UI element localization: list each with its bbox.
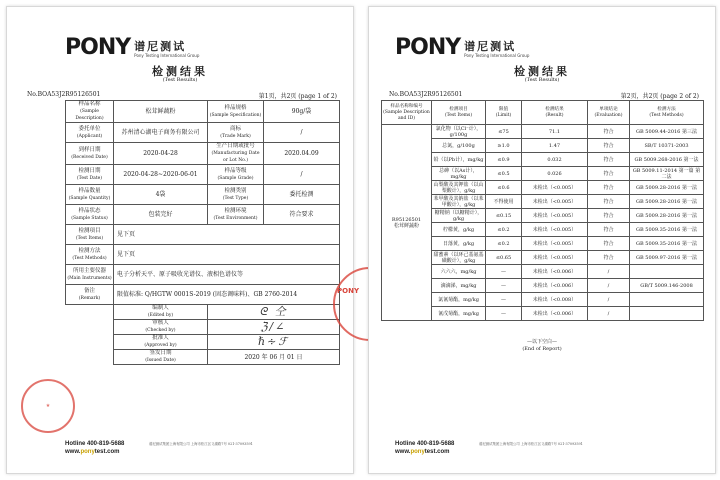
sample-name: 松茸鲜蔬粉 — [393, 222, 419, 229]
signature-checker: ℨ∕∠ — [260, 319, 287, 333]
inspection-seal: ★ — [21, 379, 75, 433]
signature-approver: ℏ∻ℱ — [258, 334, 289, 348]
logo-word: PONY — [395, 35, 461, 60]
result-row: 糖精钠（以糖精计），g/kg ≤0.15 未检出（<0.005） 符合 GB 5009.28-2016 第一法 — [382, 209, 704, 223]
logo-en: Pony Testing International Group — [464, 53, 530, 58]
page-title-en: (Test Results) — [524, 77, 560, 83]
sample-id: R95126501 — [391, 216, 422, 223]
sample-info-table — [65, 100, 340, 365]
result-row: 甜蜜素（以环己基氨基磺酸计），g/kg ≤0.65 未检出（<0.005） 符合 GB 5009.97-2016 第一法 — [382, 251, 704, 265]
signature-editor: ᘓ 仝 — [259, 304, 288, 318]
results-header-row: 样品名称和编号 (Sample Description and ID) 检测项目 (Test Items) 限值 (Limit) 检测结果 (Result) 单项结论 (Evaluation) 检测方法 (Test Methods) — [382, 101, 704, 125]
result-row: 苯甲酸及其钠盐（以苯甲酸计），g/kg 不得使用 未检出（<0.005） 符合 GB 5009.28-2016 第一法 — [382, 195, 704, 209]
report-number: No.BOA53J2R95126501 — [389, 91, 463, 98]
report-page-1 — [6, 6, 360, 474]
approved-by-row: 批准人 (Approved by) ℏ∻ℱ — [66, 335, 340, 350]
hotline: Hotline 400-819-5688 — [395, 441, 455, 447]
result-row: 柠檬黄，g/kg ≤0.2 未检出（<0.005） 符合 GB 5009.35-2016 第一法 — [382, 223, 704, 237]
sample-info-row: 委托单位 (Applicant) 苏州清心湖电子商务有限公司 商标 (Trade Mark) / — [66, 123, 340, 143]
end-of-report: —以下空白— (End of Report) — [522, 339, 562, 352]
report-number: No.BOA53J2R95126501 — [27, 91, 101, 98]
page-number: 第2页，共2页 (page 2 of 2) — [620, 93, 699, 100]
result-row: 氰戊菊酯，mg/kg — 未检出（<0.006） / — [382, 307, 704, 321]
page-title: 检测结果 — [514, 65, 570, 78]
website-link[interactable]: www.ponytest.com — [395, 449, 450, 455]
result-row: 铅（以Pb计），mg/kg ≤0.9 0.032 符合 GB 5009.268-2016 第一法 — [382, 153, 704, 167]
sample-info-row: 到样日期 (Received Date) 2020-04-28 生产日期或批号 (Manufacturing Date or Lot No.) 2020.04.09 — [66, 143, 340, 165]
sample-info-row: 样品名称 (Sample Description) 松茸鲜蔬粉 样品规格 (Sample Specification) 90g/袋 — [66, 101, 340, 123]
logo-cn: 谱尼测试 — [464, 40, 517, 53]
logo-en: Pony Testing International Group — [134, 53, 200, 58]
result-row: 总砷（以As计），mg/kg ≤0.5 0.026 符合 GB 5009.11-2014 第一篇 第二法 — [382, 167, 704, 181]
page-number: 第1页，共2页 (page 1 of 2) — [258, 93, 337, 100]
instruments-row: 所用主要仪器 (Main Instruments) 电子分析天平、原子吸收光谱仪、液相色谱仪等 — [66, 265, 340, 285]
logo-cn: 谱尼测试 — [134, 40, 187, 53]
pony-logo — [395, 33, 529, 59]
checked-by-row: 审核人 (Checked by) ℨ∕∠ — [66, 320, 340, 335]
remark-row: 备注 (Remark) 限值标准: Q/HGTW 0001S-2019 (固态调味料)、GB 2760-2014 — [66, 285, 340, 305]
result-row: 总氮，g/100g ≥1.0 1.47 符合 SB/T 10371-2003 — [382, 139, 704, 153]
page-title: 检测结果 — [152, 65, 208, 78]
page-title-en: (Test Results) — [162, 77, 198, 83]
test-items-row: 检测项目 (Test Items) 见下页 — [66, 225, 340, 245]
sample-info-row: 样品数量 (Sample Quantity) 4袋 检测类别 (Test Type) 委托检测 — [66, 185, 340, 205]
hotline: Hotline 400-819-5688 — [65, 441, 125, 447]
logo-word: PONY — [65, 35, 131, 60]
footer-address: 谱尼测试集团上海有限公司 上海市松江区义湖路7号 021-37093591 — [479, 442, 583, 446]
result-row: 氯氰菊酯，mg/kg — 未检出（<0.008） / — [382, 293, 704, 307]
sample-info-row: 检测日期 (Test Date) 2020-04-28~2020-06-01 样品等级 (Sample Grade) / — [66, 165, 340, 185]
result-row: 滴滴涕，mg/kg — 未检出（<0.006） / GB/T 5009.146-2008 — [382, 279, 704, 293]
pony-logo — [65, 33, 199, 59]
sample-info-row: 样品状态 (Sample Status) 包装完好 检测环境 (Test Environment) 符合要求 — [66, 205, 340, 225]
edge-seal: PONY — [333, 257, 363, 347]
website-link[interactable]: www.ponytest.com — [65, 449, 120, 455]
result-row: R95126501 松茸鲜蔬粉 氯化物（以Cl⁻计），g/100g ≤75 71.1 符合 GB 5009.44-2016 第三法 — [382, 125, 704, 139]
result-row: 六六六，mg/kg — 未检出（<0.006） / — [382, 265, 704, 279]
issued-date-row: 签发日期 (Issued Date) 2020 年 06 月 01 日 — [66, 350, 340, 365]
result-row: 山梨酸及其钾盐（以山梨酸计），g/kg ≤0.6 未检出（<0.005） 符合 GB 5009.28-2016 第一法 — [382, 181, 704, 195]
test-results-table — [381, 100, 704, 321]
footer-address: 谱尼测试集团上海有限公司 上海市松江区义湖路7号 021-37093591 — [149, 442, 253, 446]
result-row: 日落黄，g/kg ≤0.2 未检出（<0.005） 符合 GB 5009.35-2016 第一法 — [382, 237, 704, 251]
report-page-2 — [368, 6, 716, 474]
test-methods-row: 检测方法 (Test Methods) 见下页 — [66, 245, 340, 265]
edited-by-row: 编制人 (Edited by) ᘓ 仝 — [66, 305, 340, 320]
